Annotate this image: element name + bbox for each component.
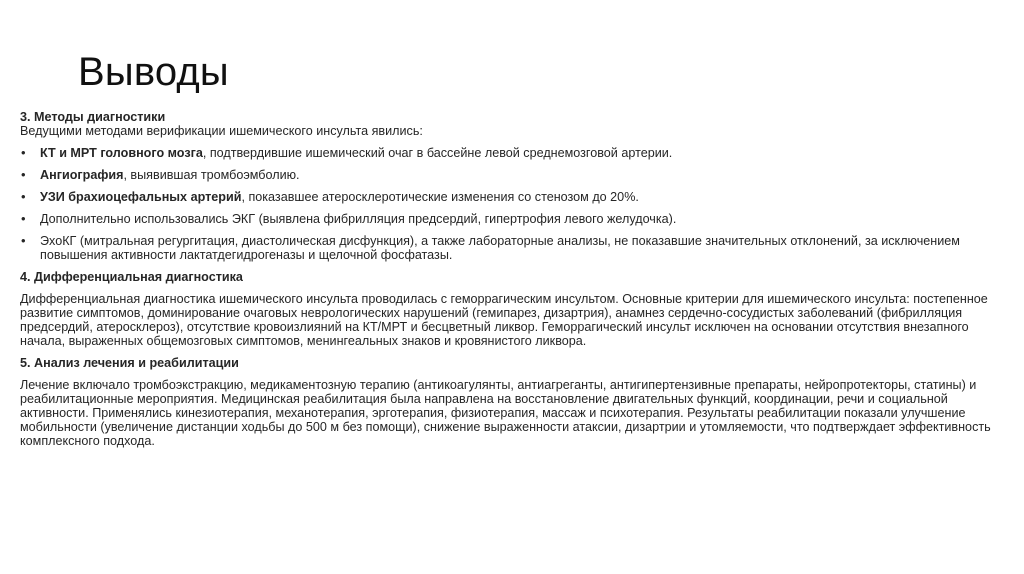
list-item-text: Дополнительно использовались ЭКГ (выявлена фибрилляция предсердий, гипертрофия левого желудочка).: [40, 212, 677, 226]
section-3-intro: Ведущими методами верификации ишемического инсульта явились:: [20, 124, 423, 138]
list-item-text: , показавшее атеросклеротические изменения со стенозом до 20%.: [241, 190, 639, 204]
list-item: [20, 146, 1000, 160]
diagnostics-list: [20, 146, 1000, 262]
slide-content: [20, 110, 1000, 448]
list-item: [20, 234, 1000, 262]
list-item: [20, 168, 1000, 182]
list-item-bold: Ангиография: [40, 168, 124, 182]
section-5-text: Лечение включало тромбоэкстракцию, медикаментозную терапию (антикоагулянты, антиагреганты, антигипертензивные препараты, нейропротекторы, статины) и реабилитационные мероприятия. Медицинская реабилитация была направлена на восстановление двигательных функций, координации, речи и социальной активности. Применялись кинезиотерапия, механотерапия, эрготерапия, физиотерапия, массаж и психотерапия. Результаты реабилитации показали улучшение мобильности (увеличение дистанции ходьбы до 500 м без помощи), снижение выраженности атаксии, дизартрии и утомляемости, что подтверждает эффективность комплексного подхода.: [20, 378, 991, 448]
list-item-text: , подтвердившие ишемический очаг в бассейне левой среднемозговой артерии.: [202, 146, 673, 160]
list-item-bold: КТ и МРТ головного мозга: [40, 146, 203, 160]
section-4-heading: 4. Дифференциальная диагностика: [20, 270, 243, 284]
slide-title: Выводы: [78, 50, 229, 94]
list-item: [20, 190, 1000, 204]
list-item-bold: УЗИ брахиоцефальных артерий: [40, 190, 242, 204]
section-4-text: Дифференциальная диагностика ишемического инсульта проводилась с геморрагическим инсультом. Основные критерии для ишемического инсульта: постепенное развитие симптомов, доминирование очаговых неврологических нарушений (гемипарез, дизартрия), анамнез сердечно-сосудистых заболеваний (фибрилляция предсердий, атеросклероз), отсутствие кровоизлияний на КТ/МРТ и бесцветный ликвор. Геморрагический инсульт исключен на основании отсутствия внезапного начала, выраженных общемозговых симптомов, менингеальных знаков и кровянистого ликвора.: [20, 292, 988, 348]
section-3-heading: 3. Методы диагностики: [20, 110, 166, 124]
section-5-heading: 5. Анализ лечения и реабилитации: [20, 356, 239, 370]
list-item-text: ЭхоКГ (митральная регургитация, диастолическая дисфункция), а также лабораторные анализы, не показавшие значительных отклонений, за исключением повышения активности лактатдегидрогеназы и щелочной фосфатазы.: [40, 234, 960, 262]
list-item: [20, 212, 1000, 226]
list-item-text: , выявившая тромбоэмболию.: [123, 168, 300, 182]
